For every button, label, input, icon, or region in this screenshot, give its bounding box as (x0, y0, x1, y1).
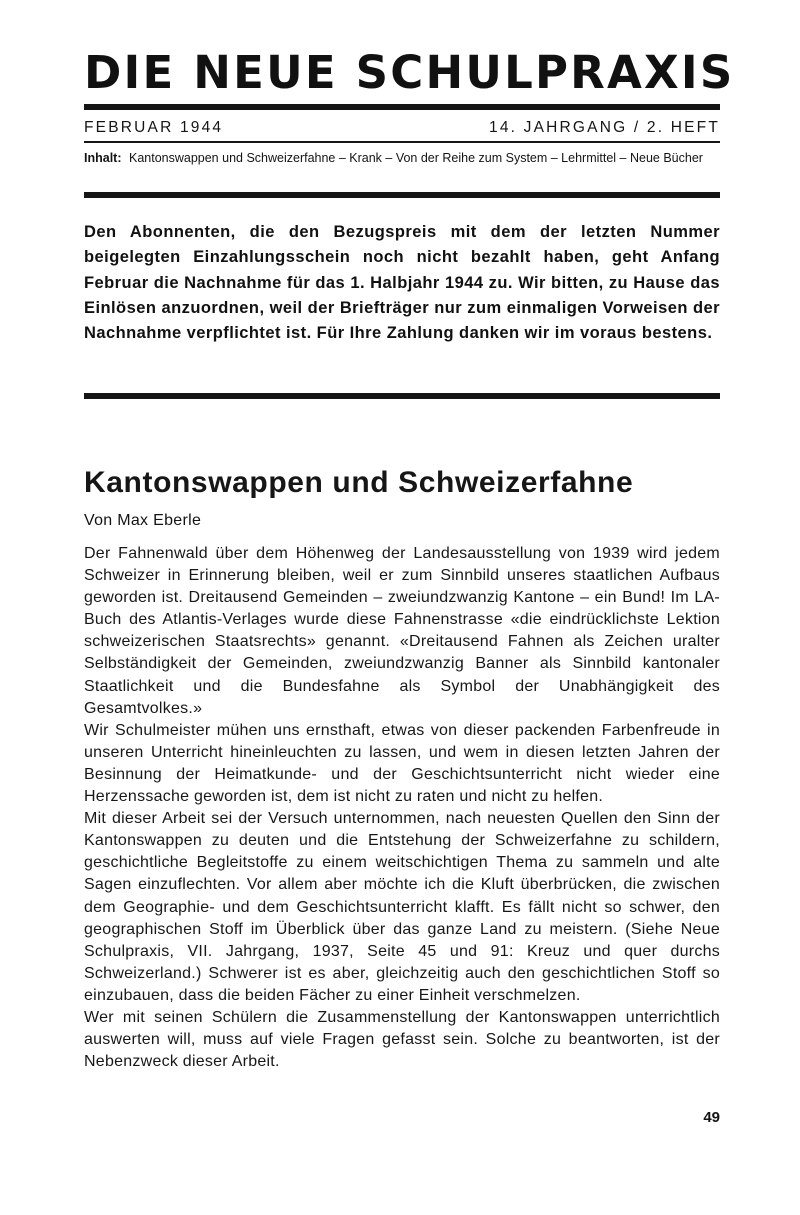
article-byline: Von Max Eberle (84, 512, 202, 529)
page-number: 49 (703, 1109, 720, 1126)
article-paragraph: Wir Schulmeister mühen uns ernsthaft, etwas von dieser packenden Farbenfreude in unseren Unterricht hineinleuchten zu lassen, und wem in diesen letzten Jahren der Besinnung der Heimatkunde- und der Geschichtsunterricht nicht wieder eine Herzenssache geworden ist, dem ist nicht zu raten und nicht zu helfen. (84, 721, 720, 806)
contents-label: Inhalt: (84, 151, 122, 165)
issue-rule (84, 141, 720, 143)
table-of-contents (84, 150, 720, 167)
contents-rule (84, 192, 720, 198)
article-title: Kantonswappen und Schweizerfahne (84, 466, 634, 499)
issue-line (84, 118, 720, 138)
journal-title: DIE NEUE SCHULPRAXIS (84, 46, 735, 99)
notice-rule (84, 393, 720, 399)
article-paragraph: Wer mit seinen Schülern die Zusammenstellung der Kantonswappen unterrichtlich auswerten will, muss auf viele Fragen gefasst sein. Solche zu beantworten, ist der Nebenzweck dieser Arbeit. (84, 1008, 720, 1071)
issue-volume: 14. JAHRGANG / 2. HEFT (489, 119, 720, 136)
issue-date: FEBRUAR 1944 (84, 119, 224, 136)
subscriber-notice: Den Abonnenten, die den Bezugspreis mit dem der letzten Nummer beigelegten Einzahlungsschein noch nicht bezahlt haben, geht Anfang Februar die Nachnahme für das 1. Halbjahr 1944 zu. Wir bitten, zu Hause das Einlösen anzuordnen, weil der Briefträger nur zum einmaligen Vorweisen der Nachnahme verpflichtet ist. Für Ihre Zahlung danken wir im voraus bestens. (84, 223, 720, 343)
article-paragraph: Der Fahnenwald über dem Höhenweg der Landesausstellung von 1939 wird jedem Schweizer in Erinnerung bleiben, weil er zum Sinnbild unseres staatlichen Aufbaus geworden ist. Dreitausend Gemeinden – zweiundzwanzig Kantone – ein Bund! Im LA-Buch des Atlantis-Verlages wurde diese Fahnenstrasse «die eindrücklichste Lektion schweizerischen Staatsrechts» genannt. «Dreitausend Fahnen als Zeichen uralter Selbständigkeit der Gemeinden, zweiundzwanzig Banner als Sinnbild kantonaler Staatlichkeit und die Bundesfahne als Symbol der Unabhängigkeit des Gesamtvolkes.» (84, 545, 720, 717)
contents-items: Kantonswappen und Schweizerfahne – Krank – Von der Reihe zum System – Lehrmittel – Neue Bücher (128, 151, 703, 165)
article-paragraph: Mit dieser Arbeit sei der Versuch unternommen, nach neuesten Quellen den Sinn der Kantonswappen zu deuten und die Entstehung der Schweizerfahne zu schildern, geschichtliche Begleitstoffe zu einem weitschichtigen Thema zu sammeln und alte Sagen einzuflechten. Vor allem aber möchte ich die Kluft überbrücken, die zwischen dem Geographie- und dem Geschichtsunterricht klafft. Es fällt nicht so schwer, den geographischen Stoff im Überblick über das ganze Land zu meistern. (Siehe Neue Schulpraxis, VII. Jahrgang, 1937, Seite 45 und 91: Kreuz und quer durchs Schweizerland.) Schwerer ist es aber, gleichzeitig auch den geschichtlichen Stoff so einzubauen, dass die beiden Fächer zu einer Einheit verschmelzen. (84, 810, 720, 1004)
masthead-rule (84, 104, 720, 110)
article-body (84, 543, 720, 1073)
